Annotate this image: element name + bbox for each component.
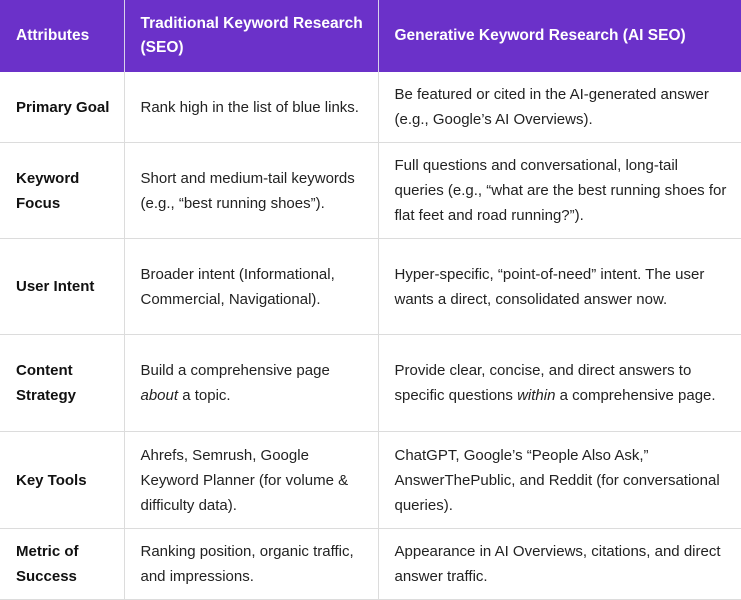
table-body: [0, 72, 741, 600]
generative-cell: Appearance in AI Overviews, citations, and direct answer traffic.: [378, 529, 741, 600]
traditional-text-post: a topic.: [182, 387, 231, 404]
attribute-cell: Key Tools: [0, 432, 124, 529]
traditional-cell: Ahrefs, Semrush, Google Keyword Planner (for volume & difficulty data).: [124, 432, 378, 529]
traditional-cell: Ranking position, organic traffic, and impressions.: [124, 529, 378, 600]
generative-cell: ChatGPT, Google’s “People Also Ask,” AnswerThePublic, and Reddit (for conversational queries).: [378, 432, 741, 529]
attribute-cell: User Intent: [0, 239, 124, 335]
header-row: [0, 0, 741, 72]
table-row: [0, 529, 741, 600]
table-row: [0, 143, 741, 239]
traditional-cell: Short and medium-tail keywords (e.g., “best running shoes”).: [124, 143, 378, 239]
generative-cell: Hyper-specific, “point-of-need” intent. The user wants a direct, consolidated answer now.: [378, 239, 741, 335]
table-row: [0, 239, 741, 335]
header-traditional: Traditional Keyword Research (SEO): [124, 0, 378, 72]
generative-text-post: a comprehensive page.: [559, 387, 716, 404]
header-attributes: Attributes: [0, 0, 124, 72]
attribute-cell: Metric of Success: [0, 529, 124, 600]
generative-text-emphasis: within: [517, 387, 556, 404]
table-row: [0, 72, 741, 143]
traditional-cell: Broader intent (Informational, Commercial, Navigational).: [124, 239, 378, 335]
traditional-cell: Rank high in the list of blue links.: [124, 72, 378, 143]
generative-text-pre: Provide clear, concise, and direct answers to specific questions: [394, 362, 692, 404]
attribute-cell: Keyword Focus: [0, 143, 124, 239]
attribute-cell: Content Strategy: [0, 335, 124, 432]
traditional-text-emphasis: about: [140, 387, 179, 404]
attribute-cell: Primary Goal: [0, 72, 124, 143]
traditional-text-pre: Build a comprehensive page: [140, 362, 330, 379]
table-header: [0, 0, 741, 72]
generative-cell: Be featured or cited in the AI-generated answer (e.g., Google’s AI Overviews).: [378, 72, 741, 143]
generative-cell: Full questions and conversational, long-tail queries (e.g., “what are the best running shoes for flat feet and road running?”).: [378, 143, 741, 239]
traditional-cell: [124, 335, 378, 432]
table-row: [0, 432, 741, 529]
header-generative: Generative Keyword Research (AI SEO): [378, 0, 741, 72]
generative-cell: [378, 335, 741, 432]
table-row: [0, 335, 741, 432]
